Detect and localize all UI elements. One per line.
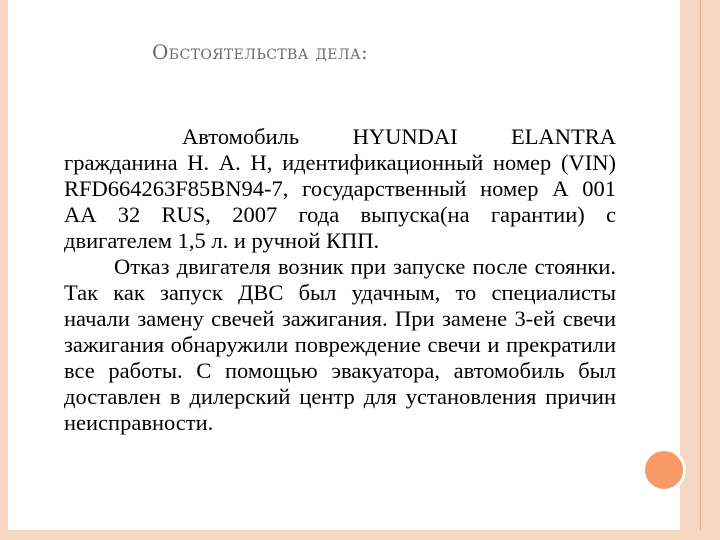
slide-title: Обстоятельства дела: bbox=[152, 40, 369, 64]
bottom-border-decoration bbox=[0, 530, 720, 540]
paragraph-incident-description: Отказ двигателя возник при запуске после стоянки. Так как запуск ДВС был удачным, то специалисты начали замену свечей зажигания. При замене 3-ей свечи зажигания обнаружили повреждение свечи и прекратили все работы. С помощью эвакуатора, автомобиль был доставлен в дилерский центр для установления причин неисправности. bbox=[64, 254, 616, 435]
paragraph-vehicle-info: Автомобиль HYUNDAI ELANTRA гражданина Н. А. Н, идентификационный номер (VIN) RFD664263F85BN94-7, государственный номер А 001 АА 32 RUS, 2007 года выпуска(на гарантии) с двигателем 1,5 л. и ручной КПП. bbox=[64, 124, 616, 253]
decorative-circle bbox=[642, 448, 686, 492]
left-border-decoration bbox=[0, 0, 8, 540]
right-border-line bbox=[700, 0, 701, 540]
slide-body bbox=[64, 124, 616, 436]
